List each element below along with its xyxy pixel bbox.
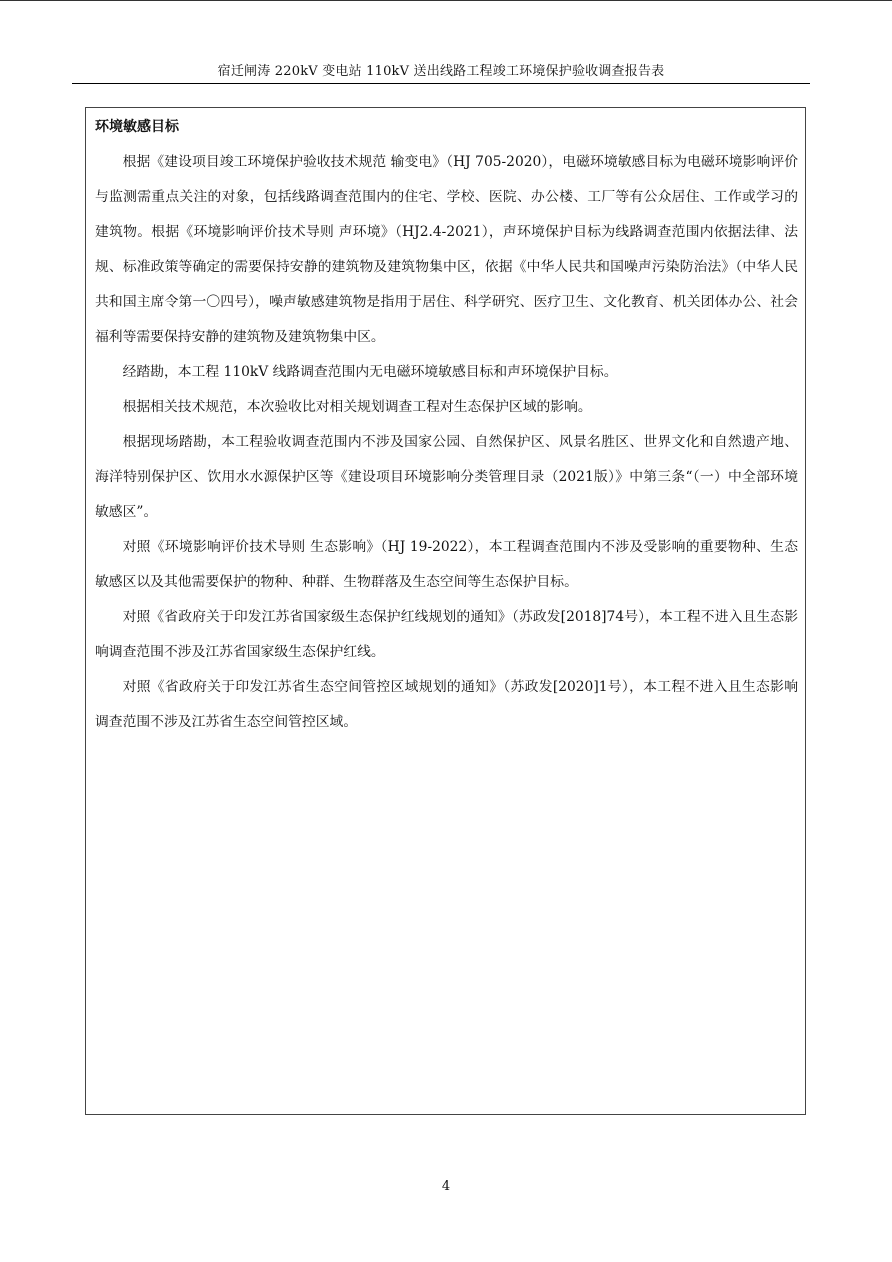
header-rule [72,83,810,84]
paragraph-planning-comparison: 根据相关技术规范，本次验收比对相关规划调查工程对生态保护区域的影响。 [122,399,592,415]
running-header: 宿迁闸涛 220kV 变电站 110kV 送出线路工程竣工环境保护验收调查报告表 [217,64,665,79]
paragraph-survey-result: 经踏勘，本工程 110kV 线路调查范围内无电磁环境敏感目标和声环境保护目标。 [122,364,618,380]
paragraph-ecological-redline: 对照《省政府关于印发江苏省国家级生态保护红线规划的通知》（苏政发[2018]74号），本工程不进入且生态影响调查范围不涉及江苏省国家级生态保护红线。 [95,609,798,660]
section-heading: 环境敏感目标 [95,119,179,135]
page-number: 4 [441,1179,451,1194]
content-box [85,107,806,1115]
paragraph-sensitive-target-definitions: 根据《建设项目竣工环境保护验收技术规范 输变电》（HJ 705-2020），电磁环境敏感目标为电磁环境影响评价与监测需重点关注的对象，包括线路调查范围内的住宅、学校、医院、办公楼、工厂等有公众居住、工作或学习的建筑物。根据《环境影响评价技术导则 声环境》（HJ2.4-2021），声环境保护目标为线路调查范围内依据法律、法规、标准政策等确定的需要保持安静的建筑物及建筑物集中区，依据《中华人民共和国噪声污染防治法》（中华人民共和国主席令第一〇四号），噪声敏感建筑物是指用于居住、科学研究、医疗卫生、文化教育、机关团体办公、社会福利等需要保持安静的建筑物及建筑物集中区。 [95,154,798,345]
body-paragraphs [95,145,798,740]
paragraph-ecological-impact-guideline: 对照《环境影响评价技术导则 生态影响》（HJ 19-2022），本工程调查范围内不涉及受影响的重要物种、生态敏感区以及其他需要保护的物种、种群、生物群落及生态空间等生态保护目标。 [95,539,798,590]
page-top-border [0,0,892,1]
paragraph-ecological-space-control: 对照《省政府关于印发江苏省生态空间管控区域规划的通知》（苏政发[2020]1号），本工程不进入且生态影响调查范围不涉及江苏省生态空间管控区域。 [95,679,798,730]
paragraph-sensitive-areas: 根据现场踏勘，本工程验收调查范围内不涉及国家公园、自然保护区、风景名胜区、世界文化和自然遗产地、海洋特别保护区、饮用水水源保护区等《建设项目环境影响分类管理目录（2021版）》中第三条“（一）中全部环境敏感区”。 [95,434,798,520]
